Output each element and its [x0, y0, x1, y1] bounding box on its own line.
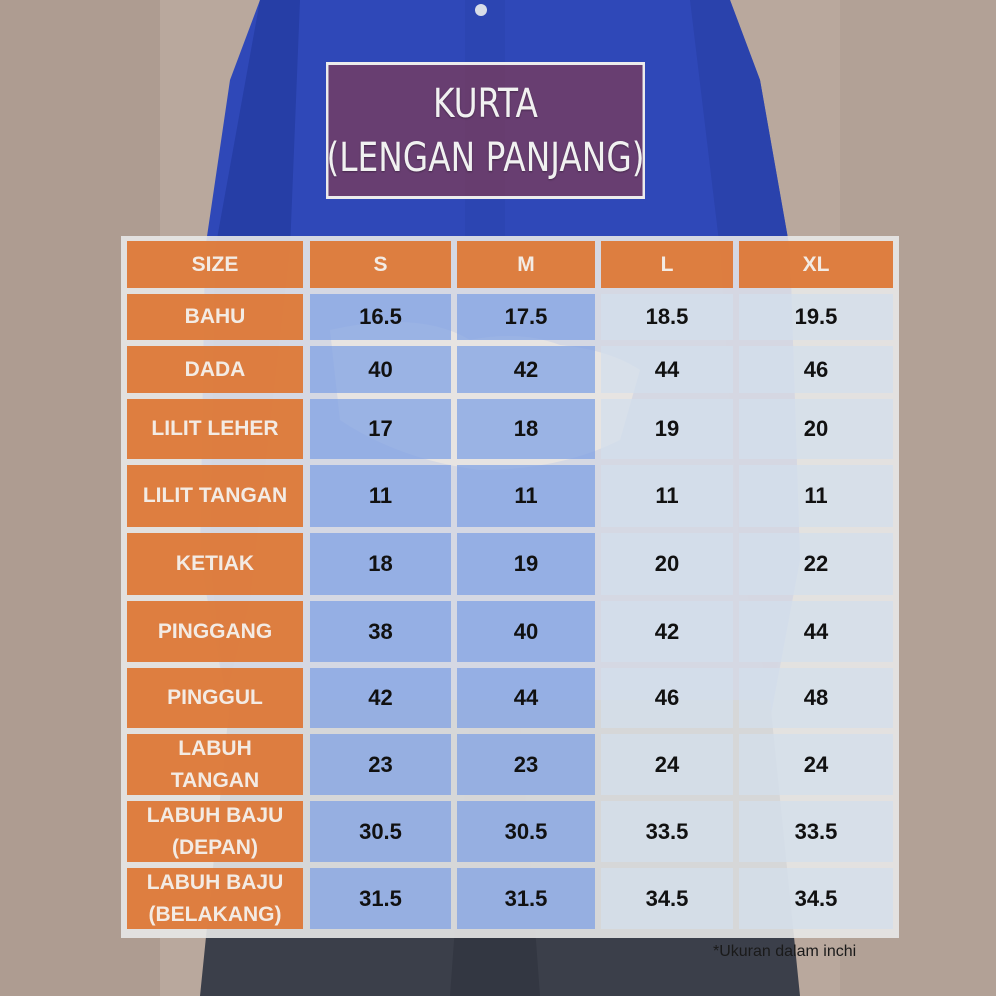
table-cell: 33.5 [601, 801, 733, 862]
header-col-4: XL [739, 241, 893, 288]
table-cell: 20 [601, 533, 733, 595]
table-cell: 31.5 [457, 868, 595, 929]
table-cell: 44 [457, 668, 595, 728]
header-col-3: L [601, 241, 733, 288]
table-cell: 18.5 [601, 294, 733, 340]
table-cell: 46 [739, 346, 893, 393]
row-label-line: (DEPAN) [172, 835, 258, 859]
table-cell: 11 [601, 465, 733, 527]
table-cell: 23 [310, 734, 451, 795]
row-label: KETIAK [127, 533, 303, 595]
table-cell: 17 [310, 399, 451, 459]
table-cell: 18 [457, 399, 595, 459]
table-cell: 42 [601, 601, 733, 662]
row-label [127, 801, 303, 862]
table-cell: 24 [601, 734, 733, 795]
table-cell: 31.5 [310, 868, 451, 929]
table-cell: 44 [601, 346, 733, 393]
row-label-line: (BELAKANG) [148, 902, 282, 926]
table-cell: 20 [739, 399, 893, 459]
header-size: SIZE [127, 241, 303, 288]
table-cell: 30.5 [310, 801, 451, 862]
row-label: DADA [127, 346, 303, 393]
row-label: PINGGANG [127, 601, 303, 662]
row-label-line: LABUH BAJU [146, 803, 284, 827]
row-label [127, 734, 303, 795]
footnote: *Ukuran dalam inchi [713, 943, 857, 960]
row-label: PINGGUL [127, 668, 303, 728]
row-label-line: LABUH BAJU [146, 870, 284, 894]
table-cell: 19 [457, 533, 595, 595]
table-cell: 42 [457, 346, 595, 393]
row-label-line: LABUH [178, 736, 252, 760]
row-label [127, 868, 303, 929]
table-cell: 11 [739, 465, 893, 527]
table-cell: 38 [310, 601, 451, 662]
table-cell: 34.5 [601, 868, 733, 929]
table-cell: 30.5 [457, 801, 595, 862]
table-cell: 24 [739, 734, 893, 795]
table-cell: 19 [601, 399, 733, 459]
row-label: BAHU [127, 294, 303, 340]
table-cell: 16.5 [310, 294, 451, 340]
table-cell: 33.5 [739, 801, 893, 862]
table-cell: 40 [457, 601, 595, 662]
table-cell: 23 [457, 734, 595, 795]
title-line-1: KURTA [433, 80, 538, 127]
table-cell: 44 [739, 601, 893, 662]
table-cell: 18 [310, 533, 451, 595]
title-line-2: (LENGAN PANJANG) [326, 134, 645, 181]
row-label: LILIT LEHER [127, 399, 303, 459]
table-cell: 40 [310, 346, 451, 393]
table-cell: 11 [457, 465, 595, 527]
table-cell: 42 [310, 668, 451, 728]
header-col-1: S [310, 241, 451, 288]
title-box [326, 62, 645, 199]
table-cell: 11 [310, 465, 451, 527]
table-cell: 19.5 [739, 294, 893, 340]
table-cell: 22 [739, 533, 893, 595]
size-chart-table [121, 236, 899, 938]
header-col-2: M [457, 241, 595, 288]
row-label-line: TANGAN [170, 768, 260, 792]
table-cell: 46 [601, 668, 733, 728]
table-cell: 48 [739, 668, 893, 728]
table-cell: 17.5 [457, 294, 595, 340]
table-cell: 34.5 [739, 868, 893, 929]
row-label: LILIT TANGAN [127, 465, 303, 527]
